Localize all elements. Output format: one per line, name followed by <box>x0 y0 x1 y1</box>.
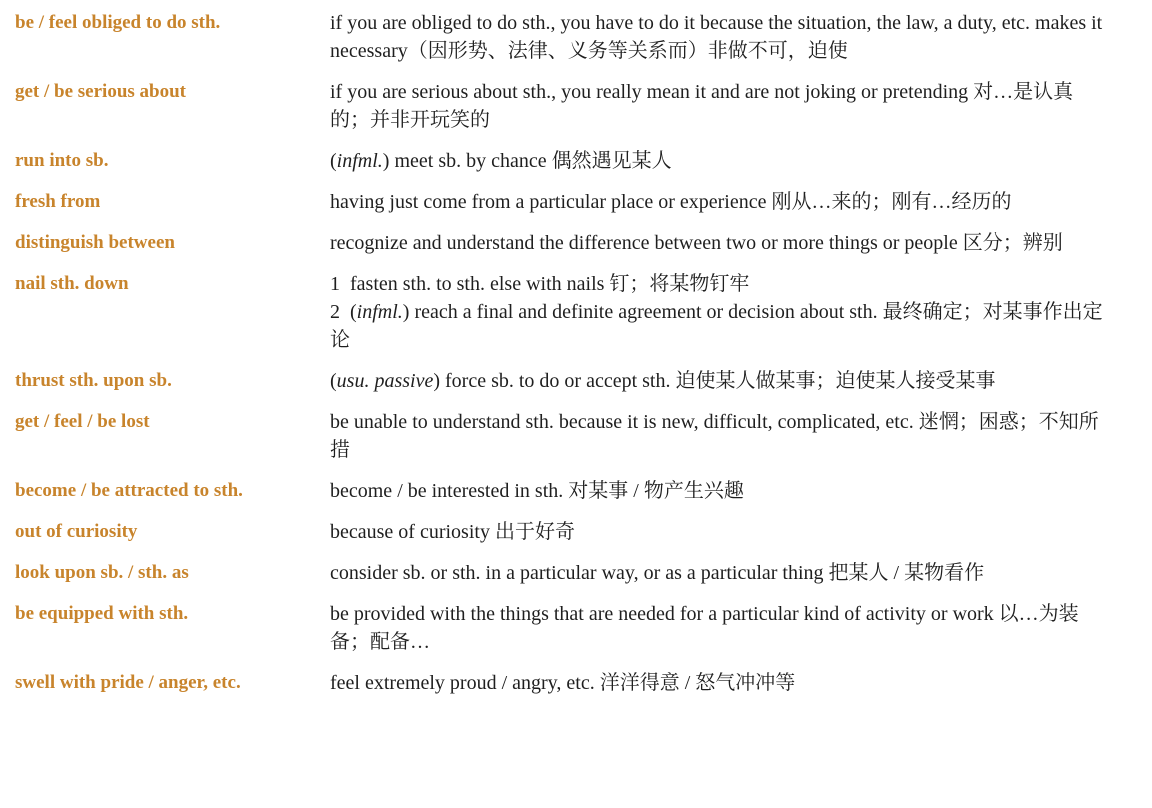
definition-text: having just come from a particular place or experience 刚从…来的；刚有…经历的 <box>330 191 1012 213</box>
glossary-row <box>15 147 1112 175</box>
definition-text: 2 ( <box>330 301 357 323</box>
glossary-definition <box>330 559 1112 587</box>
definition-text: ( <box>330 370 337 392</box>
definition-line <box>330 9 1112 65</box>
definition-line <box>330 600 1112 656</box>
glossary-definition <box>330 270 1112 354</box>
glossary-definition <box>330 367 1112 395</box>
definition-line <box>330 270 1112 298</box>
definition-line <box>330 147 1112 175</box>
definition-text: ) force sb. to do or accept sth. 迫使某人做某事；迫使某人接受某事 <box>433 370 996 392</box>
glossary-definition <box>330 9 1112 65</box>
glossary-row <box>15 669 1112 697</box>
glossary-row <box>15 367 1112 395</box>
glossary-term: look upon sb. / sth. as <box>15 562 189 583</box>
definition-text: because of curiosity 出于好奇 <box>330 521 575 543</box>
glossary-term: get / feel / be lost <box>15 411 150 432</box>
glossary-term: nail sth. down <box>15 273 129 294</box>
glossary-definition <box>330 600 1112 656</box>
glossary-row <box>15 559 1112 587</box>
glossary-term: run into sb. <box>15 150 109 171</box>
definition-text: ( <box>330 150 337 172</box>
glossary-term: distinguish between <box>15 232 175 253</box>
definition-text: be unable to understand sth. because it is new, difficult, complicated, etc. 迷惘；困惑；不知所措 <box>330 411 1099 461</box>
glossary-definition <box>330 669 1112 697</box>
glossary-definition <box>330 147 1112 175</box>
glossary-row <box>15 188 1112 216</box>
definition-text: ) reach a final and definite agreement or decision about sth. 最终确定；对某事作出定论 <box>330 301 1103 351</box>
glossary-row <box>15 78 1112 134</box>
glossary-term: thrust sth. upon sb. <box>15 370 172 391</box>
definition-line <box>330 188 1112 216</box>
glossary-row <box>15 600 1112 656</box>
definition-line <box>330 518 1112 546</box>
glossary-definition <box>330 518 1112 546</box>
definition-line <box>330 408 1112 464</box>
usage-label: usu. passive <box>336 370 434 392</box>
definition-line <box>330 298 1112 354</box>
definition-line <box>330 669 1112 697</box>
glossary-term: swell with pride / anger, etc. <box>15 672 241 693</box>
definition-line <box>330 78 1112 134</box>
definition-text: if you are serious about sth., you really mean it and are not joking or pretending 对…是认真的；并非开玩笑的 <box>330 81 1074 131</box>
definition-text: be provided with the things that are needed for a particular kind of activity or work 以…为装备；配备… <box>330 603 1079 653</box>
glossary-row <box>15 229 1112 257</box>
definition-line <box>330 477 1112 505</box>
definition-text: consider sb. or sth. in a particular way, or as a particular thing 把某人 / 某物看作 <box>330 562 985 584</box>
usage-label: infml. <box>356 301 403 323</box>
glossary-definition <box>330 188 1112 216</box>
definition-line <box>330 229 1112 257</box>
glossary-term: be / feel obliged to do sth. <box>15 12 221 33</box>
glossary-row <box>15 518 1112 546</box>
definition-text: become / be interested in sth. 对某事 / 物产生兴趣 <box>330 480 744 502</box>
glossary-row <box>15 408 1112 464</box>
glossary-term: fresh from <box>15 191 101 212</box>
glossary-row <box>15 270 1112 354</box>
definition-text: recognize and understand the difference between two or more things or people 区分；辨别 <box>330 232 1063 254</box>
definition-text: ) meet sb. by chance 偶然遇见某人 <box>382 150 672 172</box>
definition-line <box>330 367 1112 395</box>
glossary-definition <box>330 408 1112 464</box>
glossary-term: get / be serious about <box>15 81 186 102</box>
glossary-row <box>15 9 1112 65</box>
definition-text: 1 fasten sth. to sth. else with nails 钉；将某物钉牢 <box>330 273 750 295</box>
glossary-row <box>15 477 1112 505</box>
definition-text: feel extremely proud / angry, etc. 洋洋得意 / 怒气冲冲等 <box>330 672 796 694</box>
definition-line <box>330 559 1112 587</box>
glossary-term: be equipped with sth. <box>15 603 189 624</box>
glossary-definition <box>330 78 1112 134</box>
glossary-definition <box>330 229 1112 257</box>
glossary-term: become / be attracted to sth. <box>15 480 243 501</box>
glossary-term: out of curiosity <box>15 521 138 542</box>
glossary-table <box>15 9 1112 697</box>
glossary-definition <box>330 477 1112 505</box>
definition-text: if you are obliged to do sth., you have to do it because the situation, the law, a duty, etc. makes it necessary（因形势、法律、义务等关系而）非做不可，迫使 <box>330 12 1108 62</box>
usage-label: infml. <box>336 150 383 172</box>
